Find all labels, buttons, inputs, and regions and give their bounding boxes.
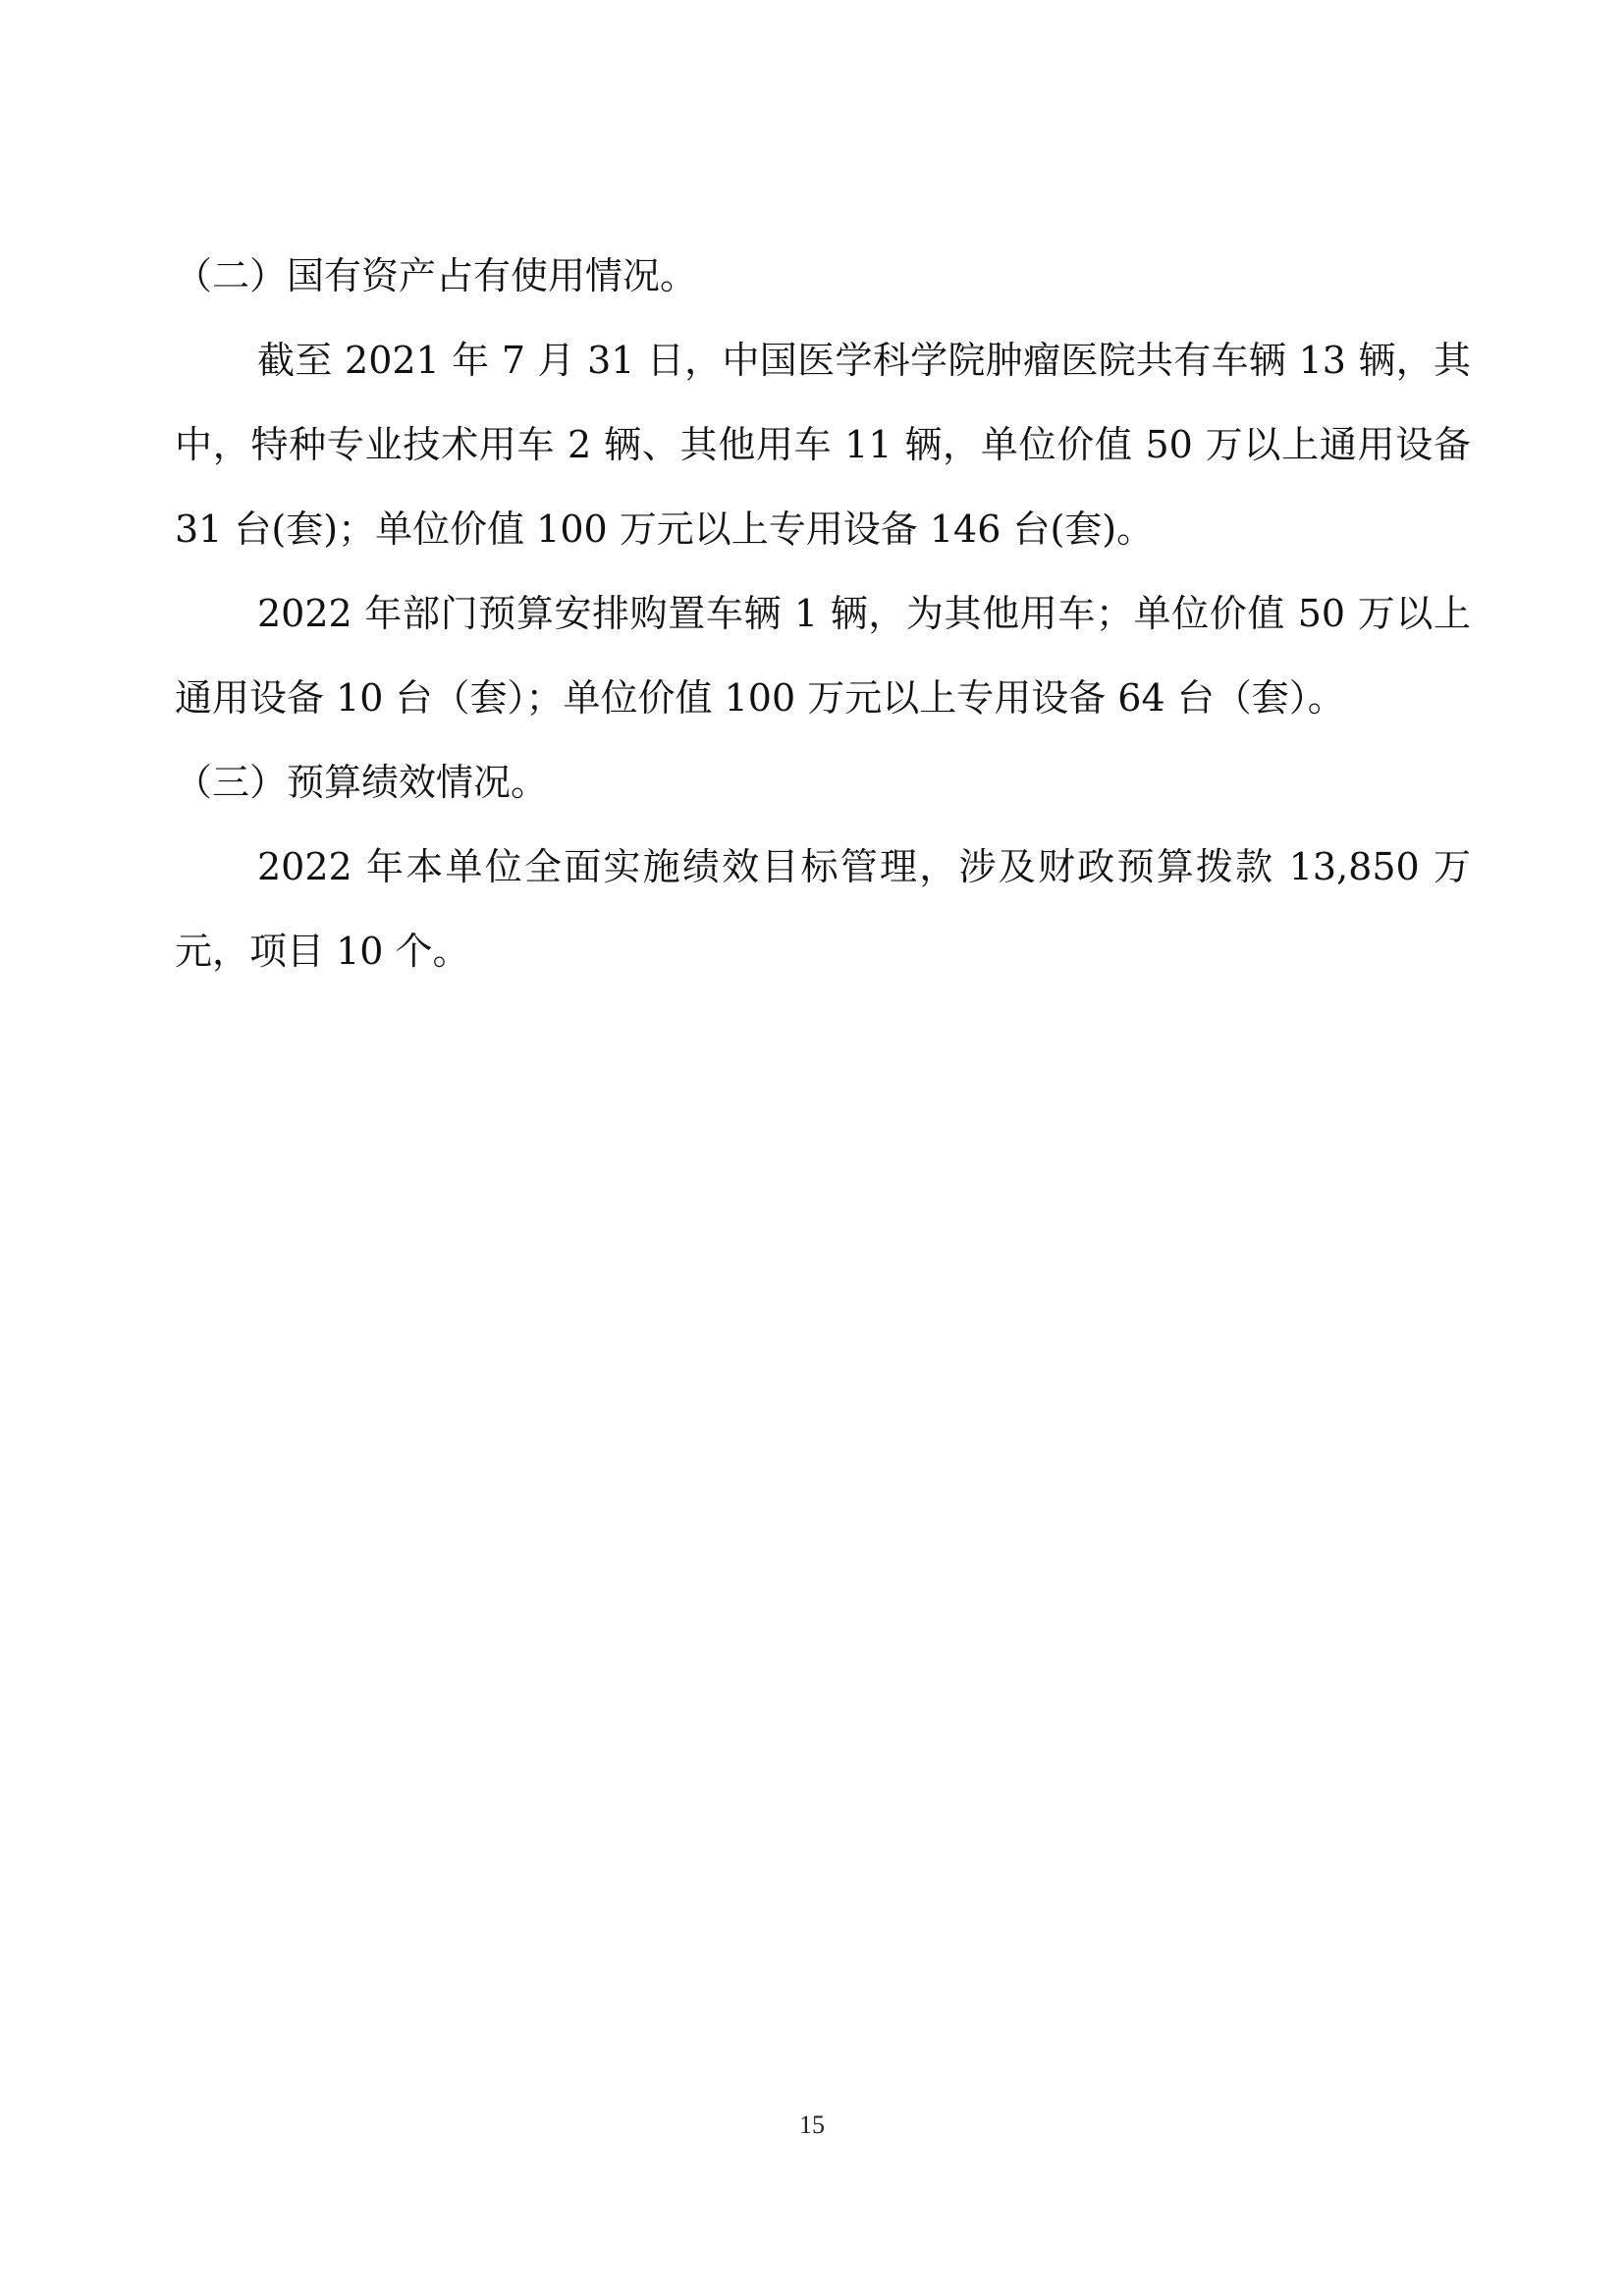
section-state-assets [175, 234, 1471, 740]
section-heading-budget-performance: （三）预算绩效情况。 [175, 761, 549, 804]
section-heading-state-assets: （二）国有资产占有使用情况。 [175, 254, 698, 297]
page-number: 15 [799, 2110, 825, 2139]
document-body [175, 234, 1471, 993]
paragraph-asset-summary: 截至 2021 年 7 月 31 日，中国医学科学院肿瘤医院共有车辆 13 辆，其中，特种专业技术用车 2 辆、其他用车 11 辆，单位价值 50 万以上通用设备 31 台(套)；单位价值 100 万元以上专用设备 146 台(套)。 [175, 339, 1471, 551]
section-budget-performance [175, 740, 1471, 993]
paragraph-2022-purchase-plan: 2022 年部门预算安排购置车辆 1 辆，为其他用车；单位价值 50 万以上通用设备 10 台（套）；单位价值 100 万元以上专用设备 64 台（套）。 [175, 592, 1471, 720]
paragraph-performance-management: 2022 年本单位全面实施绩效目标管理，涉及财政预算拨款 13,850 万元，项目 10 个。 [175, 845, 1471, 973]
